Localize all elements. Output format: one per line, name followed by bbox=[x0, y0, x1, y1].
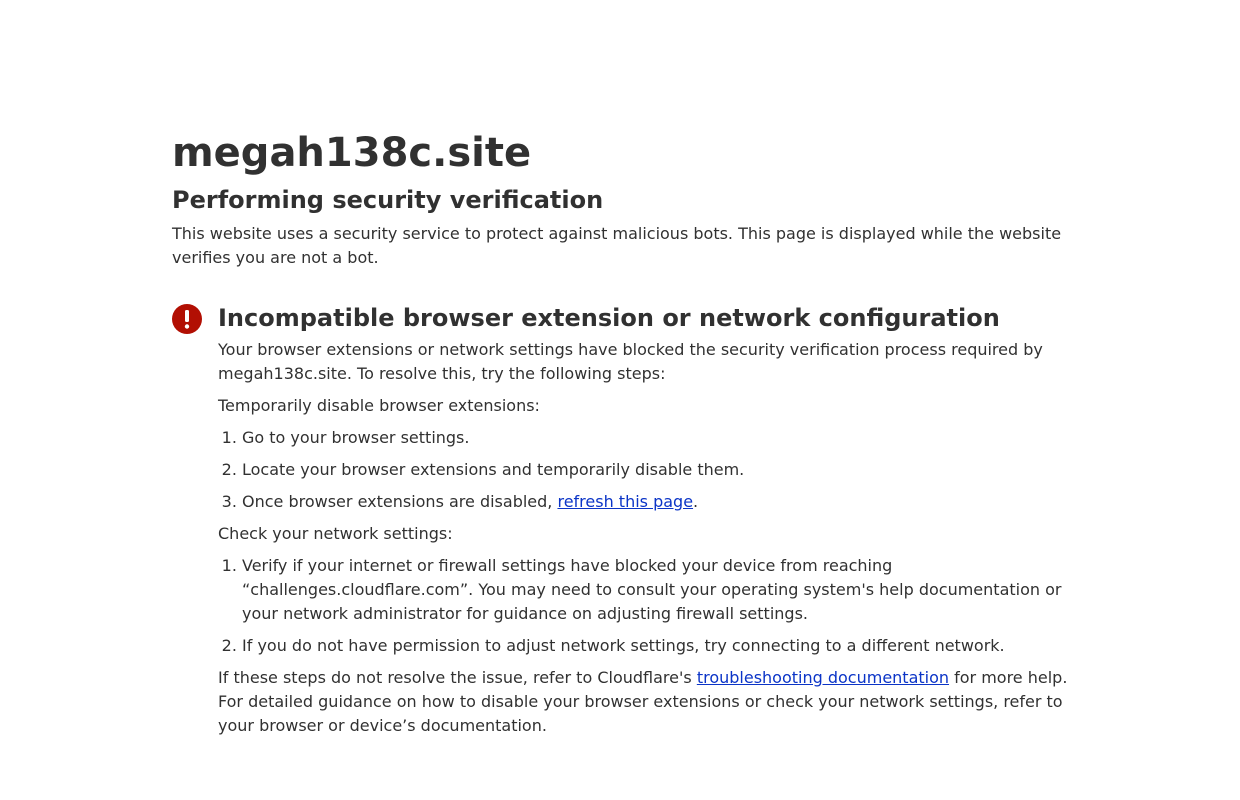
extension-step: 2. Locate your browser extensions and temporarily disable them. bbox=[242, 458, 1072, 482]
intro-text: This website uses a security service to protect against malicious bots. This page is displayed while the website verifies you are not a bot. bbox=[172, 224, 1062, 267]
page-subtitle: Performing security verification bbox=[172, 186, 604, 214]
extension-step-suffix: . bbox=[693, 492, 699, 511]
extension-step-prefix: Once browser extensions are disabled, bbox=[242, 492, 558, 511]
network-steps-list bbox=[218, 554, 1072, 658]
footer-suffix: for more help. For detailed guidance on how to disable your browser extensions or check your network settings, refer to your browser or device’s documentation. bbox=[218, 668, 1068, 735]
site-title: megah138c.site bbox=[172, 130, 532, 176]
extension-steps-list bbox=[218, 426, 1072, 514]
extension-step bbox=[242, 490, 1072, 514]
footer-prefix: If these steps do not resolve the issue, refer to Cloudflare's bbox=[218, 668, 697, 687]
extensions-label: Temporarily disable browser extensions: bbox=[218, 396, 540, 415]
main-content bbox=[172, 126, 1072, 738]
network-step: 1. Verify if your internet or firewall settings have blocked your device from reaching “challenges.cloudflare.com”. You may need to consult your operating system's help documentation or your network administrator for guidance on adjusting firewall settings. bbox=[242, 554, 1072, 626]
error-description: Your browser extensions or network settings have blocked the security verification process required by megah138c.site. To resolve this, try the following steps: bbox=[218, 340, 1043, 383]
network-step: 2. If you do not have permission to adjust network settings, try connecting to a different network. bbox=[242, 634, 1072, 658]
error-title: Incompatible browser extension or network configuration bbox=[218, 304, 1000, 332]
error-section bbox=[172, 302, 1072, 738]
extension-step: 1. Go to your browser settings. bbox=[242, 426, 1072, 450]
help-footer-text bbox=[218, 666, 1072, 738]
troubleshooting-documentation-link[interactable]: troubleshooting documentation bbox=[696, 668, 950, 687]
network-label: Check your network settings: bbox=[218, 524, 453, 543]
refresh-page-link[interactable]: refresh this page bbox=[557, 492, 694, 511]
exclamation-circle-icon bbox=[172, 304, 202, 334]
